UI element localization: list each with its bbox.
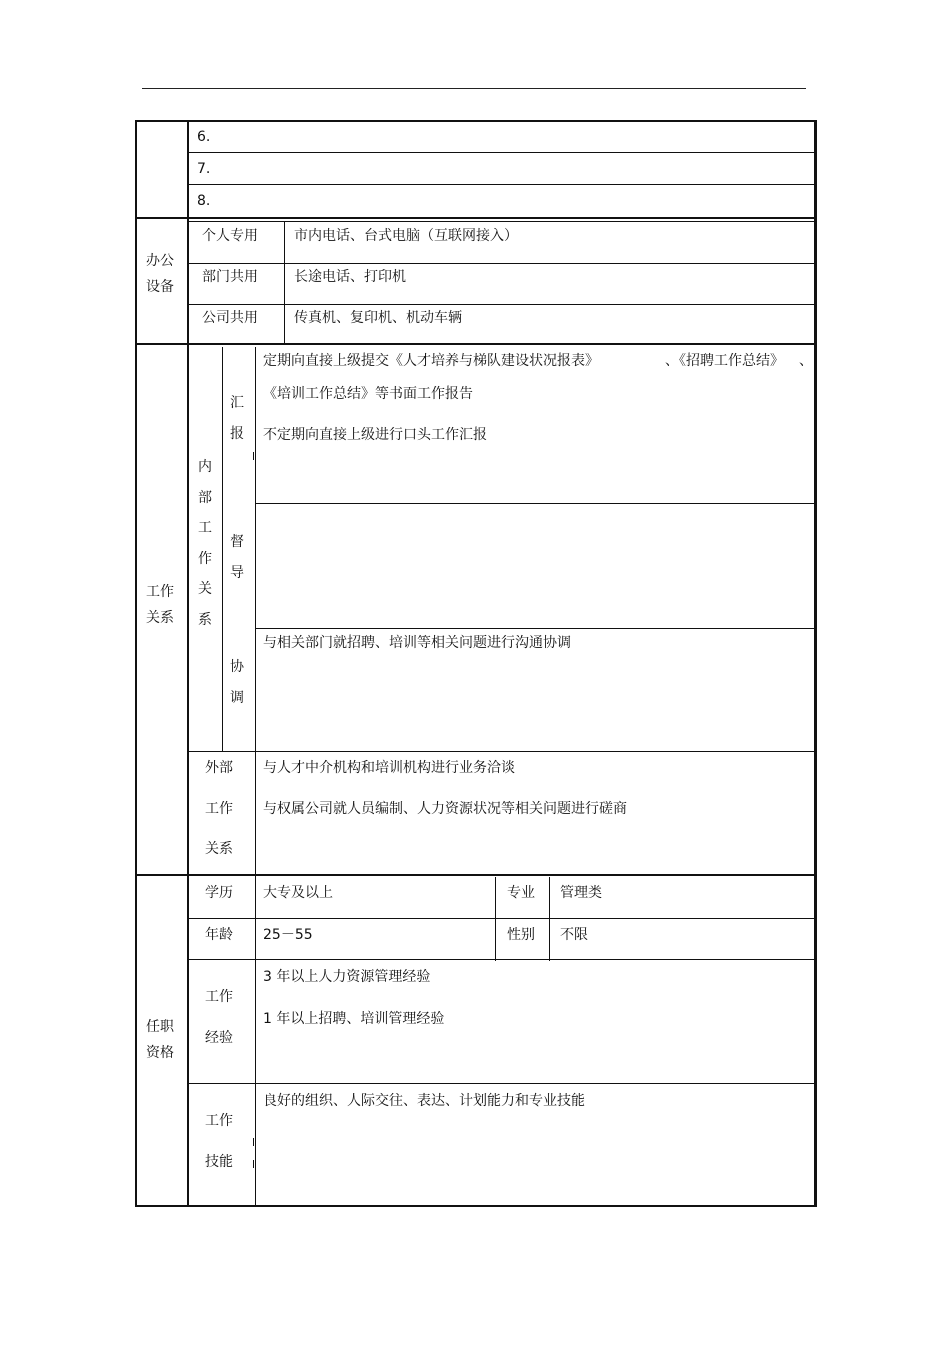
tick-mark bbox=[253, 1160, 254, 1168]
education-value: 大专及以上 bbox=[263, 885, 333, 901]
col-divider-office bbox=[284, 221, 285, 345]
col-divider-internal bbox=[222, 347, 223, 752]
item-8: 8. bbox=[197, 193, 211, 209]
skills-label-2: 技能 bbox=[205, 1154, 233, 1170]
row-divider-dept bbox=[187, 263, 814, 264]
header-rule bbox=[142, 88, 806, 89]
office-equipment-label: 办公设备 bbox=[146, 253, 174, 295]
report-line-3: 不定期向直接上级进行口头工作汇报 bbox=[263, 427, 487, 443]
job-description-table bbox=[135, 120, 817, 1207]
age-label: 年龄 bbox=[205, 927, 233, 943]
skills-line-1: 良好的组织、人际交往、表达、计划能力和专业技能 bbox=[263, 1093, 585, 1109]
report-line-1b: 、《招聘工作总结》 bbox=[665, 353, 784, 369]
report-line-1a: 定期向直接上级提交《人才培养与梯队建设状况报表》 bbox=[263, 353, 599, 369]
gender-value: 不限 bbox=[560, 927, 588, 943]
office-row-company-value: 传真机、复印机、机动车辆 bbox=[294, 310, 462, 326]
section-divider-office bbox=[137, 217, 814, 219]
office-row-dept-label: 部门共用 bbox=[202, 269, 258, 285]
row-divider-7 bbox=[187, 152, 814, 153]
col-divider-main bbox=[187, 122, 189, 1205]
row-divider-skill bbox=[187, 1083, 814, 1084]
tick-mark bbox=[253, 452, 254, 460]
education-label: 学历 bbox=[205, 885, 233, 901]
experience-label-1: 工作 bbox=[205, 989, 233, 1005]
experience-line-2: 1 年以上招聘、培训管理经验 bbox=[263, 1011, 445, 1027]
tick-mark bbox=[253, 1138, 254, 1146]
row-divider-coordinate bbox=[255, 628, 814, 629]
external-relations-label-1: 外部 bbox=[205, 760, 233, 776]
col-divider-content bbox=[255, 347, 256, 1205]
office-row-dept-value: 长途电话、打印机 bbox=[294, 269, 406, 285]
col-divider-major-value bbox=[549, 877, 550, 961]
report-line-2: 《培训工作总结》等书面工作报告 bbox=[263, 386, 473, 402]
skills-label-1: 工作 bbox=[205, 1113, 233, 1129]
major-label: 专业 bbox=[507, 885, 535, 901]
qualifications-label: 任职资格 bbox=[146, 1019, 174, 1061]
external-line-2: 与权属公司就人员编制、人力资源状况等相关问题进行磋商 bbox=[263, 801, 627, 817]
item-7: 7. bbox=[197, 161, 211, 177]
experience-line-1: 3 年以上人力资源管理经验 bbox=[263, 969, 431, 985]
report-line-1c: 、 bbox=[799, 353, 813, 369]
report-label: 汇报 bbox=[230, 395, 244, 442]
item-6: 6. bbox=[197, 129, 211, 145]
row-divider-company bbox=[187, 304, 814, 305]
internal-relations-label: 内部工作关系 bbox=[198, 459, 212, 628]
work-relations-label: 工作关系 bbox=[146, 584, 174, 626]
section-divider-office-inner bbox=[187, 221, 814, 222]
row-divider-exp bbox=[187, 959, 814, 960]
section-divider-work bbox=[137, 343, 814, 345]
row-divider-age bbox=[187, 918, 814, 919]
row-divider-external bbox=[187, 751, 814, 752]
section-divider-qual bbox=[137, 874, 814, 876]
col-divider-major-label bbox=[495, 877, 496, 961]
external-relations-label-3: 关系 bbox=[205, 841, 233, 857]
supervise-label: 督导 bbox=[230, 534, 244, 581]
coordinate-line-1: 与相关部门就招聘、培训等相关问题进行沟通协调 bbox=[263, 635, 571, 651]
experience-label-2: 经验 bbox=[205, 1030, 233, 1046]
row-divider-supervise bbox=[255, 503, 814, 504]
coordinate-label: 协调 bbox=[230, 659, 244, 706]
major-value: 管理类 bbox=[560, 885, 602, 901]
row-divider-8 bbox=[187, 184, 814, 185]
office-row-personal-label: 个人专用 bbox=[202, 228, 258, 244]
office-row-company-label: 公司共用 bbox=[202, 310, 258, 326]
external-relations-label-2: 工作 bbox=[205, 801, 233, 817]
office-row-personal-value: 市内电话、台式电脑（互联网接入） bbox=[294, 228, 518, 244]
gender-label: 性别 bbox=[507, 927, 535, 943]
external-line-1: 与人才中介机构和培训机构进行业务洽谈 bbox=[263, 760, 515, 776]
age-value: 25－55 bbox=[263, 927, 313, 943]
